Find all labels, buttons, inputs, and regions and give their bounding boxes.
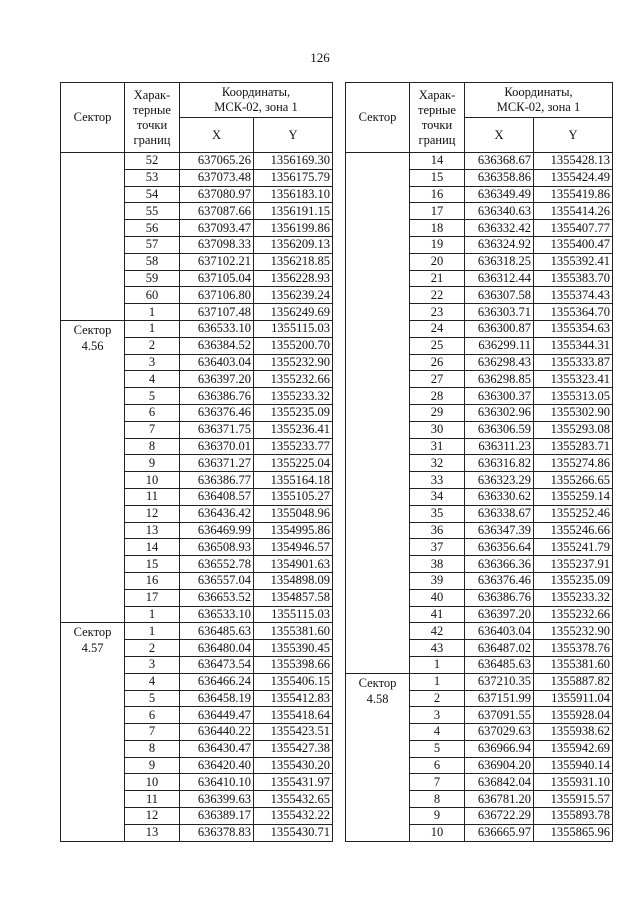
y-coordinate-cell: 1355938.62 — [534, 724, 613, 741]
x-coordinate-cell: 636781.20 — [465, 791, 534, 808]
y-coordinate-cell: 1355407.77 — [534, 220, 613, 237]
y-coordinate-cell: 1355293.08 — [534, 421, 613, 438]
x-coordinate-cell: 636323.29 — [465, 472, 534, 489]
x-coordinate-cell: 636340.63 — [465, 203, 534, 220]
x-coordinate-cell: 637073.48 — [180, 169, 254, 186]
y-coordinate-cell: 1356169.30 — [254, 153, 333, 170]
y-coordinate-cell: 1355241.79 — [534, 539, 613, 556]
y-coordinate-cell: 1355354.63 — [534, 320, 613, 337]
x-coordinate-cell: 637106.80 — [180, 287, 254, 304]
header-sector: Сектор — [61, 83, 125, 153]
point-number-cell: 57 — [125, 236, 180, 253]
y-coordinate-cell: 1355390.45 — [254, 640, 333, 657]
x-coordinate-cell: 636665.97 — [465, 824, 534, 841]
x-coordinate-cell: 636338.67 — [465, 505, 534, 522]
y-coordinate-cell: 1355381.60 — [254, 623, 333, 640]
x-coordinate-cell: 636306.59 — [465, 421, 534, 438]
x-coordinate-cell: 636386.76 — [180, 388, 254, 405]
y-coordinate-cell: 1355424.49 — [534, 169, 613, 186]
y-coordinate-cell: 1355432.22 — [254, 808, 333, 825]
point-number-cell: 33 — [410, 472, 465, 489]
x-coordinate-cell: 636473.54 — [180, 656, 254, 673]
x-coordinate-cell: 637029.63 — [465, 724, 534, 741]
point-number-cell: 10 — [125, 472, 180, 489]
point-number-cell: 11 — [125, 791, 180, 808]
point-number-cell: 15 — [410, 169, 465, 186]
point-number-cell: 20 — [410, 253, 465, 270]
y-coordinate-cell: 1355333.87 — [534, 354, 613, 371]
point-number-cell: 9 — [125, 455, 180, 472]
x-coordinate-cell: 636480.04 — [180, 640, 254, 657]
point-number-cell: 25 — [410, 337, 465, 354]
point-number-cell: 26 — [410, 354, 465, 371]
x-coordinate-cell: 636386.77 — [180, 472, 254, 489]
y-coordinate-cell: 1355406.15 — [254, 673, 333, 690]
point-number-cell: 12 — [125, 808, 180, 825]
point-number-cell: 5 — [125, 690, 180, 707]
point-number-cell: 17 — [125, 589, 180, 606]
point-number-cell: 1 — [410, 673, 465, 690]
sector-cell: Сектор 4.57 — [61, 623, 125, 841]
y-coordinate-cell: 1354995.86 — [254, 522, 333, 539]
point-number-cell: 14 — [125, 539, 180, 556]
point-number-cell: 5 — [410, 740, 465, 757]
point-number-cell: 30 — [410, 421, 465, 438]
y-coordinate-cell: 1355381.60 — [534, 656, 613, 673]
point-number-cell: 59 — [125, 270, 180, 287]
y-coordinate-cell: 1355398.66 — [254, 656, 333, 673]
x-coordinate-cell: 636397.20 — [465, 606, 534, 623]
y-coordinate-cell: 1355344.31 — [534, 337, 613, 354]
x-coordinate-cell: 636533.10 — [180, 606, 254, 623]
x-coordinate-cell: 636318.25 — [465, 253, 534, 270]
y-coordinate-cell: 1355235.09 — [534, 572, 613, 589]
y-coordinate-cell: 1355364.70 — [534, 304, 613, 321]
y-coordinate-cell: 1356191.15 — [254, 203, 333, 220]
point-number-cell: 16 — [410, 186, 465, 203]
table-row — [61, 153, 333, 170]
x-coordinate-cell: 636842.04 — [465, 774, 534, 791]
point-number-cell: 1 — [125, 623, 180, 640]
x-coordinate-cell: 636298.85 — [465, 371, 534, 388]
y-coordinate-cell: 1355378.76 — [534, 640, 613, 657]
point-number-cell: 17 — [410, 203, 465, 220]
x-coordinate-cell: 636440.22 — [180, 724, 254, 741]
coordinates-table-right — [345, 82, 613, 842]
header-coordinates: Координаты, МСК-02, зона 1 — [465, 83, 613, 118]
x-coordinate-cell: 636469.99 — [180, 522, 254, 539]
table-row — [61, 320, 333, 337]
x-coordinate-cell: 636324.92 — [465, 236, 534, 253]
y-coordinate-cell: 1355432.65 — [254, 791, 333, 808]
y-coordinate-cell: 1355237.91 — [534, 556, 613, 573]
y-coordinate-cell: 1356175.79 — [254, 169, 333, 186]
x-coordinate-cell: 636552.78 — [180, 556, 254, 573]
point-number-cell: 37 — [410, 539, 465, 556]
point-number-cell: 40 — [410, 589, 465, 606]
x-coordinate-cell: 636371.27 — [180, 455, 254, 472]
y-coordinate-cell: 1356228.93 — [254, 270, 333, 287]
y-coordinate-cell: 1354946.57 — [254, 539, 333, 556]
x-coordinate-cell: 637065.26 — [180, 153, 254, 170]
point-number-cell: 1 — [125, 320, 180, 337]
header-x: X — [180, 118, 254, 153]
x-coordinate-cell: 636376.46 — [465, 572, 534, 589]
y-coordinate-cell: 1356249.69 — [254, 304, 333, 321]
point-number-cell: 6 — [125, 707, 180, 724]
point-number-cell: 9 — [125, 757, 180, 774]
point-number-cell: 11 — [125, 488, 180, 505]
x-coordinate-cell: 636316.82 — [465, 455, 534, 472]
x-coordinate-cell: 637105.04 — [180, 270, 254, 287]
y-coordinate-cell: 1355418.64 — [254, 707, 333, 724]
point-number-cell: 3 — [410, 707, 465, 724]
x-coordinate-cell: 636330.62 — [465, 488, 534, 505]
header-coordinates: Координаты, МСК-02, зона 1 — [180, 83, 333, 118]
point-number-cell: 2 — [125, 337, 180, 354]
x-coordinate-cell: 636653.52 — [180, 589, 254, 606]
x-coordinate-cell: 636466.24 — [180, 673, 254, 690]
table-row — [61, 623, 333, 640]
x-coordinate-cell: 636298.43 — [465, 354, 534, 371]
y-coordinate-cell: 1355246.66 — [534, 522, 613, 539]
point-number-cell: 5 — [125, 388, 180, 405]
x-coordinate-cell: 636299.11 — [465, 337, 534, 354]
y-coordinate-cell: 1355414.26 — [534, 203, 613, 220]
y-coordinate-cell: 1355274.86 — [534, 455, 613, 472]
point-number-cell: 3 — [125, 656, 180, 673]
x-coordinate-cell: 637098.33 — [180, 236, 254, 253]
y-coordinate-cell: 1355430.20 — [254, 757, 333, 774]
x-coordinate-cell: 636485.63 — [180, 623, 254, 640]
y-coordinate-cell: 1355893.78 — [534, 808, 613, 825]
coordinates-table-left — [60, 82, 333, 842]
point-number-cell: 10 — [125, 774, 180, 791]
y-coordinate-cell: 1355383.70 — [534, 270, 613, 287]
y-coordinate-cell: 1356239.24 — [254, 287, 333, 304]
y-coordinate-cell: 1355323.41 — [534, 371, 613, 388]
point-number-cell: 1 — [410, 656, 465, 673]
y-coordinate-cell: 1356199.86 — [254, 220, 333, 237]
sector-cell — [346, 153, 410, 674]
point-number-cell: 8 — [410, 791, 465, 808]
header-y: Y — [534, 118, 613, 153]
y-coordinate-cell: 1355233.32 — [254, 388, 333, 405]
point-number-cell: 13 — [125, 522, 180, 539]
y-coordinate-cell: 1355865.96 — [534, 824, 613, 841]
table-row — [346, 673, 613, 690]
y-coordinate-cell: 1356183.10 — [254, 186, 333, 203]
point-number-cell: 29 — [410, 404, 465, 421]
x-coordinate-cell: 636356.64 — [465, 539, 534, 556]
point-number-cell: 18 — [410, 220, 465, 237]
x-coordinate-cell: 636384.52 — [180, 337, 254, 354]
x-coordinate-cell: 636389.17 — [180, 808, 254, 825]
y-coordinate-cell: 1355266.65 — [534, 472, 613, 489]
header-points: Харак- терные точки границ — [125, 83, 180, 153]
x-coordinate-cell: 636449.47 — [180, 707, 254, 724]
y-coordinate-cell: 1354898.09 — [254, 572, 333, 589]
point-number-cell: 60 — [125, 287, 180, 304]
x-coordinate-cell: 636312.44 — [465, 270, 534, 287]
y-coordinate-cell: 1355105.27 — [254, 488, 333, 505]
x-coordinate-cell: 636966.94 — [465, 740, 534, 757]
y-coordinate-cell: 1355115.03 — [254, 320, 333, 337]
y-coordinate-cell: 1355431.97 — [254, 774, 333, 791]
y-coordinate-cell: 1355928.04 — [534, 707, 613, 724]
sector-cell: Сектор 4.56 — [61, 320, 125, 622]
x-coordinate-cell: 636533.10 — [180, 320, 254, 337]
x-coordinate-cell: 637091.55 — [465, 707, 534, 724]
x-coordinate-cell: 636368.67 — [465, 153, 534, 170]
y-coordinate-cell: 1355400.47 — [534, 236, 613, 253]
x-coordinate-cell: 636347.39 — [465, 522, 534, 539]
point-number-cell: 12 — [125, 505, 180, 522]
y-coordinate-cell: 1355419.86 — [534, 186, 613, 203]
point-number-cell: 6 — [125, 404, 180, 421]
x-coordinate-cell: 637102.21 — [180, 253, 254, 270]
x-coordinate-cell: 636386.76 — [465, 589, 534, 606]
point-number-cell: 2 — [410, 690, 465, 707]
y-coordinate-cell: 1355252.46 — [534, 505, 613, 522]
x-coordinate-cell: 636487.02 — [465, 640, 534, 657]
point-number-cell: 54 — [125, 186, 180, 203]
point-number-cell: 32 — [410, 455, 465, 472]
y-coordinate-cell: 1355392.41 — [534, 253, 613, 270]
y-coordinate-cell: 1355236.41 — [254, 421, 333, 438]
table-row — [346, 153, 613, 170]
header-sector: Сектор — [346, 83, 410, 153]
x-coordinate-cell: 636904.20 — [465, 757, 534, 774]
x-coordinate-cell: 637093.47 — [180, 220, 254, 237]
y-coordinate-cell: 1355427.38 — [254, 740, 333, 757]
y-coordinate-cell: 1355233.32 — [534, 589, 613, 606]
x-coordinate-cell: 636485.63 — [465, 656, 534, 673]
x-coordinate-cell: 636403.04 — [180, 354, 254, 371]
y-coordinate-cell: 1355302.90 — [534, 404, 613, 421]
y-coordinate-cell: 1355942.69 — [534, 740, 613, 757]
x-coordinate-cell: 636302.96 — [465, 404, 534, 421]
point-number-cell: 52 — [125, 153, 180, 170]
y-coordinate-cell: 1355048.96 — [254, 505, 333, 522]
point-number-cell: 2 — [125, 640, 180, 657]
x-coordinate-cell: 636420.40 — [180, 757, 254, 774]
x-coordinate-cell: 636408.57 — [180, 488, 254, 505]
y-coordinate-cell: 1355283.71 — [534, 438, 613, 455]
point-number-cell: 19 — [410, 236, 465, 253]
point-number-cell: 1 — [125, 606, 180, 623]
x-coordinate-cell: 636722.29 — [465, 808, 534, 825]
x-coordinate-cell: 636403.04 — [465, 623, 534, 640]
point-number-cell: 8 — [125, 740, 180, 757]
point-number-cell: 4 — [125, 371, 180, 388]
y-coordinate-cell: 1355915.57 — [534, 791, 613, 808]
point-number-cell: 4 — [410, 724, 465, 741]
y-coordinate-cell: 1355232.66 — [254, 371, 333, 388]
y-coordinate-cell: 1355235.09 — [254, 404, 333, 421]
point-number-cell: 28 — [410, 388, 465, 405]
x-coordinate-cell: 637107.48 — [180, 304, 254, 321]
y-coordinate-cell: 1355164.18 — [254, 472, 333, 489]
x-coordinate-cell: 636378.83 — [180, 824, 254, 841]
point-number-cell: 58 — [125, 253, 180, 270]
point-number-cell: 7 — [410, 774, 465, 791]
y-coordinate-cell: 1355911.04 — [534, 690, 613, 707]
point-number-cell: 34 — [410, 488, 465, 505]
point-number-cell: 6 — [410, 757, 465, 774]
y-coordinate-cell: 1355232.90 — [254, 354, 333, 371]
x-coordinate-cell: 636370.01 — [180, 438, 254, 455]
point-number-cell: 10 — [410, 824, 465, 841]
page-number: 126 — [310, 50, 330, 65]
point-number-cell: 23 — [410, 304, 465, 321]
x-coordinate-cell: 636300.37 — [465, 388, 534, 405]
point-number-cell: 7 — [125, 724, 180, 741]
x-coordinate-cell: 637210.35 — [465, 673, 534, 690]
x-coordinate-cell: 636508.93 — [180, 539, 254, 556]
header-x: X — [465, 118, 534, 153]
point-number-cell: 13 — [125, 824, 180, 841]
y-coordinate-cell: 1355423.51 — [254, 724, 333, 741]
x-coordinate-cell: 636436.42 — [180, 505, 254, 522]
y-coordinate-cell: 1355233.77 — [254, 438, 333, 455]
point-number-cell: 3 — [125, 354, 180, 371]
y-coordinate-cell: 1355412.83 — [254, 690, 333, 707]
point-number-cell: 35 — [410, 505, 465, 522]
point-number-cell: 55 — [125, 203, 180, 220]
point-number-cell: 16 — [125, 572, 180, 589]
point-number-cell: 27 — [410, 371, 465, 388]
y-coordinate-cell: 1355225.04 — [254, 455, 333, 472]
y-coordinate-cell: 1355887.82 — [534, 673, 613, 690]
point-number-cell: 7 — [125, 421, 180, 438]
y-coordinate-cell: 1354857.58 — [254, 589, 333, 606]
point-number-cell: 1 — [125, 304, 180, 321]
point-number-cell: 56 — [125, 220, 180, 237]
x-coordinate-cell: 636307.58 — [465, 287, 534, 304]
x-coordinate-cell: 636303.71 — [465, 304, 534, 321]
x-coordinate-cell: 636332.42 — [465, 220, 534, 237]
header-points: Харак- терные точки границ — [410, 83, 465, 153]
header-y: Y — [254, 118, 333, 153]
y-coordinate-cell: 1355232.66 — [534, 606, 613, 623]
y-coordinate-cell: 1356218.85 — [254, 253, 333, 270]
x-coordinate-cell: 636358.86 — [465, 169, 534, 186]
sector-cell — [61, 153, 125, 321]
x-coordinate-cell: 636397.20 — [180, 371, 254, 388]
point-number-cell: 21 — [410, 270, 465, 287]
point-number-cell: 9 — [410, 808, 465, 825]
x-coordinate-cell: 636349.49 — [465, 186, 534, 203]
sector-cell: Сектор 4.58 — [346, 673, 410, 841]
point-number-cell: 39 — [410, 572, 465, 589]
y-coordinate-cell: 1354901.63 — [254, 556, 333, 573]
point-number-cell: 31 — [410, 438, 465, 455]
y-coordinate-cell: 1355374.43 — [534, 287, 613, 304]
point-number-cell: 15 — [125, 556, 180, 573]
x-coordinate-cell: 636410.10 — [180, 774, 254, 791]
y-coordinate-cell: 1355428.13 — [534, 153, 613, 170]
y-coordinate-cell: 1355115.03 — [254, 606, 333, 623]
x-coordinate-cell: 636399.63 — [180, 791, 254, 808]
x-coordinate-cell: 637080.97 — [180, 186, 254, 203]
y-coordinate-cell: 1355232.90 — [534, 623, 613, 640]
y-coordinate-cell: 1355259.14 — [534, 488, 613, 505]
x-coordinate-cell: 636458.19 — [180, 690, 254, 707]
point-number-cell: 42 — [410, 623, 465, 640]
y-coordinate-cell: 1355200.70 — [254, 337, 333, 354]
y-coordinate-cell: 1355931.10 — [534, 774, 613, 791]
point-number-cell: 43 — [410, 640, 465, 657]
y-coordinate-cell: 1355940.14 — [534, 757, 613, 774]
y-coordinate-cell: 1356209.13 — [254, 236, 333, 253]
y-coordinate-cell: 1355430.71 — [254, 824, 333, 841]
point-number-cell: 24 — [410, 320, 465, 337]
x-coordinate-cell: 636376.46 — [180, 404, 254, 421]
x-coordinate-cell: 636311.23 — [465, 438, 534, 455]
point-number-cell: 36 — [410, 522, 465, 539]
point-number-cell: 53 — [125, 169, 180, 186]
point-number-cell: 41 — [410, 606, 465, 623]
y-coordinate-cell: 1355313.05 — [534, 388, 613, 405]
point-number-cell: 14 — [410, 153, 465, 170]
point-number-cell: 22 — [410, 287, 465, 304]
point-number-cell: 38 — [410, 556, 465, 573]
x-coordinate-cell: 636371.75 — [180, 421, 254, 438]
x-coordinate-cell: 636557.04 — [180, 572, 254, 589]
x-coordinate-cell: 636366.36 — [465, 556, 534, 573]
x-coordinate-cell: 636430.47 — [180, 740, 254, 757]
point-number-cell: 8 — [125, 438, 180, 455]
point-number-cell: 4 — [125, 673, 180, 690]
x-coordinate-cell: 636300.87 — [465, 320, 534, 337]
x-coordinate-cell: 637087.66 — [180, 203, 254, 220]
x-coordinate-cell: 637151.99 — [465, 690, 534, 707]
